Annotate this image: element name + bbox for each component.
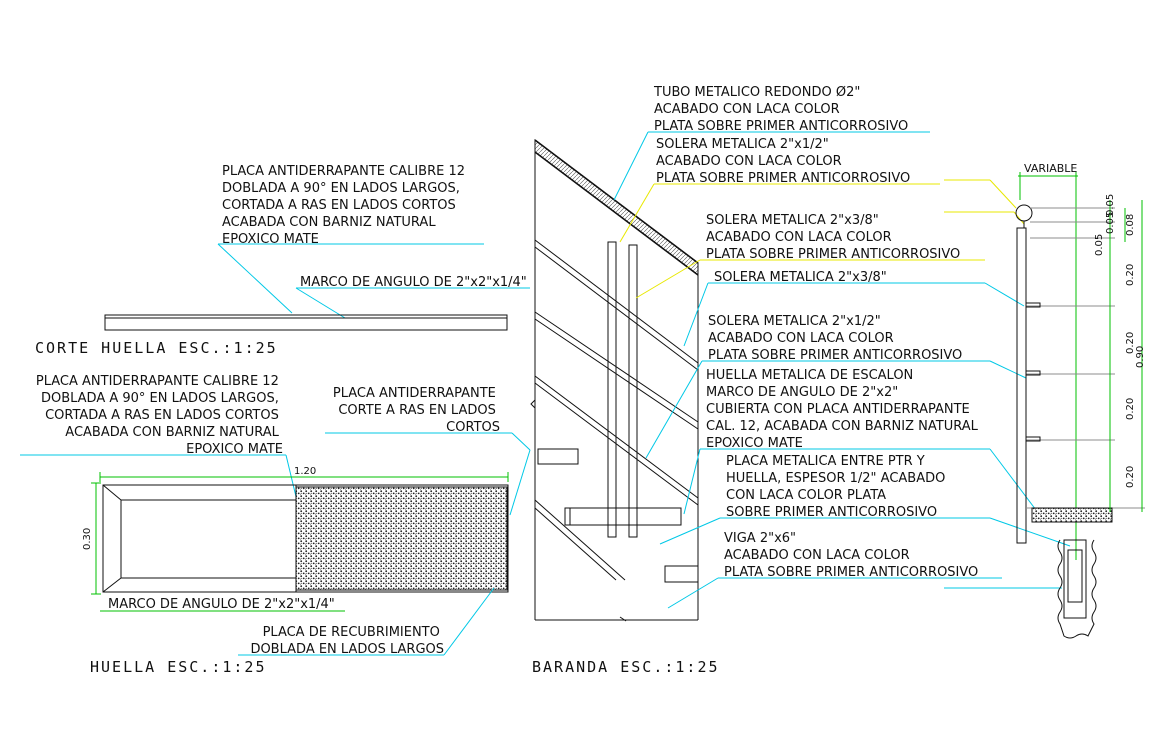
leader-placa-ptr-diag — [660, 518, 720, 544]
note-placa-top: PLACA ANTIDERRAPANTE CALIBRE 12 DOBLADA A 90° EN LADOS LARGOS, CORTADA A RAS EN LADOS CORTOS ACABADA CON BARNIZ NATURAL EPOXICO MATE — [222, 164, 465, 247]
note-solera-38a: SOLERA METALICA 2"x3/8" ACABADO CON LACA COLOR PLATA SOBRE PRIMER ANTICORROSIVO — [706, 213, 961, 262]
leader-marco-top-diag — [296, 288, 345, 318]
leader-placa-right-b — [510, 450, 530, 515]
dim-020b: 0.20 — [1125, 331, 1136, 354]
baranda-group — [531, 85, 1070, 676]
section-detail-group — [1016, 162, 1146, 638]
corte-huella-profile — [105, 315, 507, 330]
section-beam — [1064, 540, 1086, 618]
baranda-step-2 — [565, 508, 681, 525]
dim-variable: VARIABLE — [1024, 162, 1078, 175]
baranda-step-3 — [665, 566, 698, 582]
section-step-hatch — [1032, 508, 1112, 522]
huella-antiderrapante-hatch — [296, 487, 507, 590]
huella-inner-frame — [121, 500, 296, 578]
note-placa-left: PLACA ANTIDERRAPANTE CALIBRE 12 DOBLADA A 90° EN LADOS LARGOS, CORTADA A RAS EN LADOS CORTOS ACABADA CON BARNIZ NATURAL EPOXICO MATE — [35, 374, 283, 457]
note-marco-top: MARCO DE ANGULO DE 2"x2"x1/4" — [300, 275, 527, 290]
dim-020a: 0.20 — [1125, 263, 1136, 286]
dim-008: 0.08 — [1125, 213, 1136, 236]
huella-plan-group — [20, 374, 530, 676]
baranda-stringer — [535, 500, 625, 580]
dim-005b: 0.05 — [1105, 211, 1116, 234]
title-corte-huella: CORTE HUELLA ESC.:1:25 — [35, 339, 278, 357]
baranda-step-1 — [538, 449, 578, 464]
title-baranda: BARANDA ESC.:1:25 — [532, 658, 720, 676]
leader-solera-half-b-diag — [646, 361, 702, 458]
baranda-post-2 — [629, 245, 637, 537]
note-recubrimiento: PLACA DE RECUBRIMIENTO DOBLADA EN LADOS LARGOS — [250, 625, 444, 657]
dim-width: 1.20 — [294, 466, 317, 477]
dim-005a: 0.05 — [1105, 193, 1116, 216]
dim-020c: 0.20 — [1125, 397, 1136, 420]
title-huella: HUELLA ESC.:1:25 — [90, 658, 267, 676]
note-tubo: TUBO METALICO REDONDO Ø2" ACABADO CON LACA COLOR PLATA SOBRE PRIMER ANTICORROSIVO — [654, 85, 909, 134]
dim-005c: 0.05 — [1094, 233, 1105, 256]
leader-recubrimiento-diag — [444, 588, 494, 655]
section-tube — [1016, 205, 1032, 221]
leader-tubo-diag — [614, 132, 648, 200]
note-solera-38b: SOLERA METALICA 2"x3/8" — [714, 270, 887, 285]
note-marco-bottom: MARCO DE ANGULO DE 2"x2"x1/4" — [108, 597, 335, 612]
leader-placa-right-a — [512, 433, 530, 450]
leader-solera-38a-diag — [636, 260, 700, 298]
note-viga: VIGA 2"x6" ACABADO CON LACA COLOR PLATA SOBRE PRIMER ANTICORROSIVO — [724, 531, 979, 580]
dim-020d: 0.20 — [1125, 465, 1136, 488]
note-huella-escalon: HUELLA METALICA DE ESCALON MARCO DE ANGULO DE 2"x2" CUBIERTA CON PLACA ANTIDERRAPANTE CAL. 12, ACABADA CON BARNIZ NATURAL EPOXICO MATE — [706, 368, 978, 451]
leader-solera-38b-diag — [684, 283, 708, 346]
note-solera-half: SOLERA METALICA 2"x1/2" ACABADO CON LACA COLOR PLATA SOBRE PRIMER ANTICORROSIVO — [656, 137, 911, 186]
baranda-post-1 — [608, 242, 616, 537]
dim-height: 0.30 — [82, 527, 93, 550]
note-placa-right: PLACA ANTIDERRAPANTE CORTE A RAS EN LADOS CORTOS — [332, 386, 500, 435]
corte-huella-group — [35, 164, 530, 357]
leader-placa-top-diag — [218, 244, 292, 313]
note-solera-half-b: SOLERA METALICA 2"x1/2" ACABADO CON LACA COLOR PLATA SOBRE PRIMER ANTICORROSIVO — [708, 314, 963, 363]
note-placa-ptr: PLACA METALICA ENTRE PTR Y HUELLA, ESPESOR 1/2" ACABADO CON LACA COLOR PLATA SOBRE PRIMER ANTICORROSIVO — [726, 454, 946, 520]
dim-090: 0.90 — [1135, 345, 1146, 368]
